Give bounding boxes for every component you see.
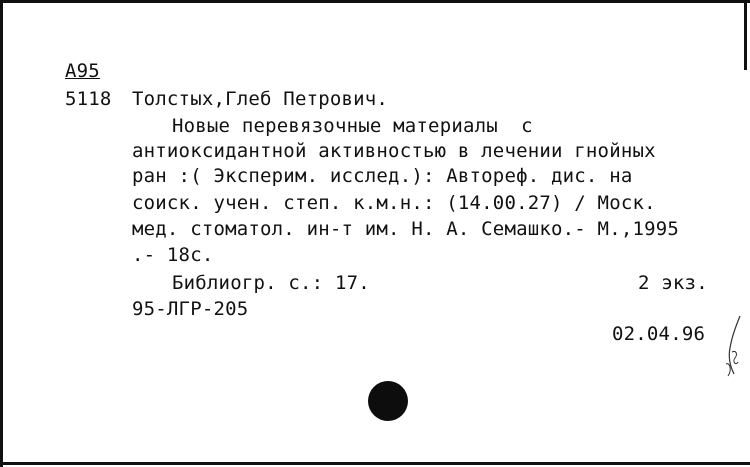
shelf-mark: А95 (65, 60, 100, 82)
description-line: соиск. учен. степ. к.м.н.: (14.00.27) / Моск. (132, 192, 656, 214)
description-line: антиоксидантной активностью в лечении гнойных (132, 140, 656, 162)
description-line: ран :( Эксперим. исслед.): Автореф. дис. на (132, 165, 633, 187)
card-edge-right (744, 0, 747, 70)
copies-count: 2 экз. (638, 272, 708, 294)
punch-hole (368, 381, 408, 421)
handwritten-mark (718, 312, 748, 382)
bibliography-note: Библиогр. с.: 17. (172, 272, 370, 294)
accession-number: 5118 (65, 88, 112, 110)
author-heading: Толстых,Глеб Петрович. (132, 88, 389, 110)
card-edge-bottom (0, 462, 750, 465)
registration-code: 95-ЛГР-205 (132, 298, 249, 320)
card-edge-top (0, 0, 750, 3)
description-line: Новые перевязочные материалы с (172, 115, 533, 137)
description-line: мед. стоматол. ин-т им. Н. А. Семашко.- М.,1995 (132, 218, 680, 240)
card-edge-left (0, 0, 3, 467)
date-stamp: 02.04.96 (612, 323, 706, 345)
description-line: .- 18с. (132, 244, 214, 266)
